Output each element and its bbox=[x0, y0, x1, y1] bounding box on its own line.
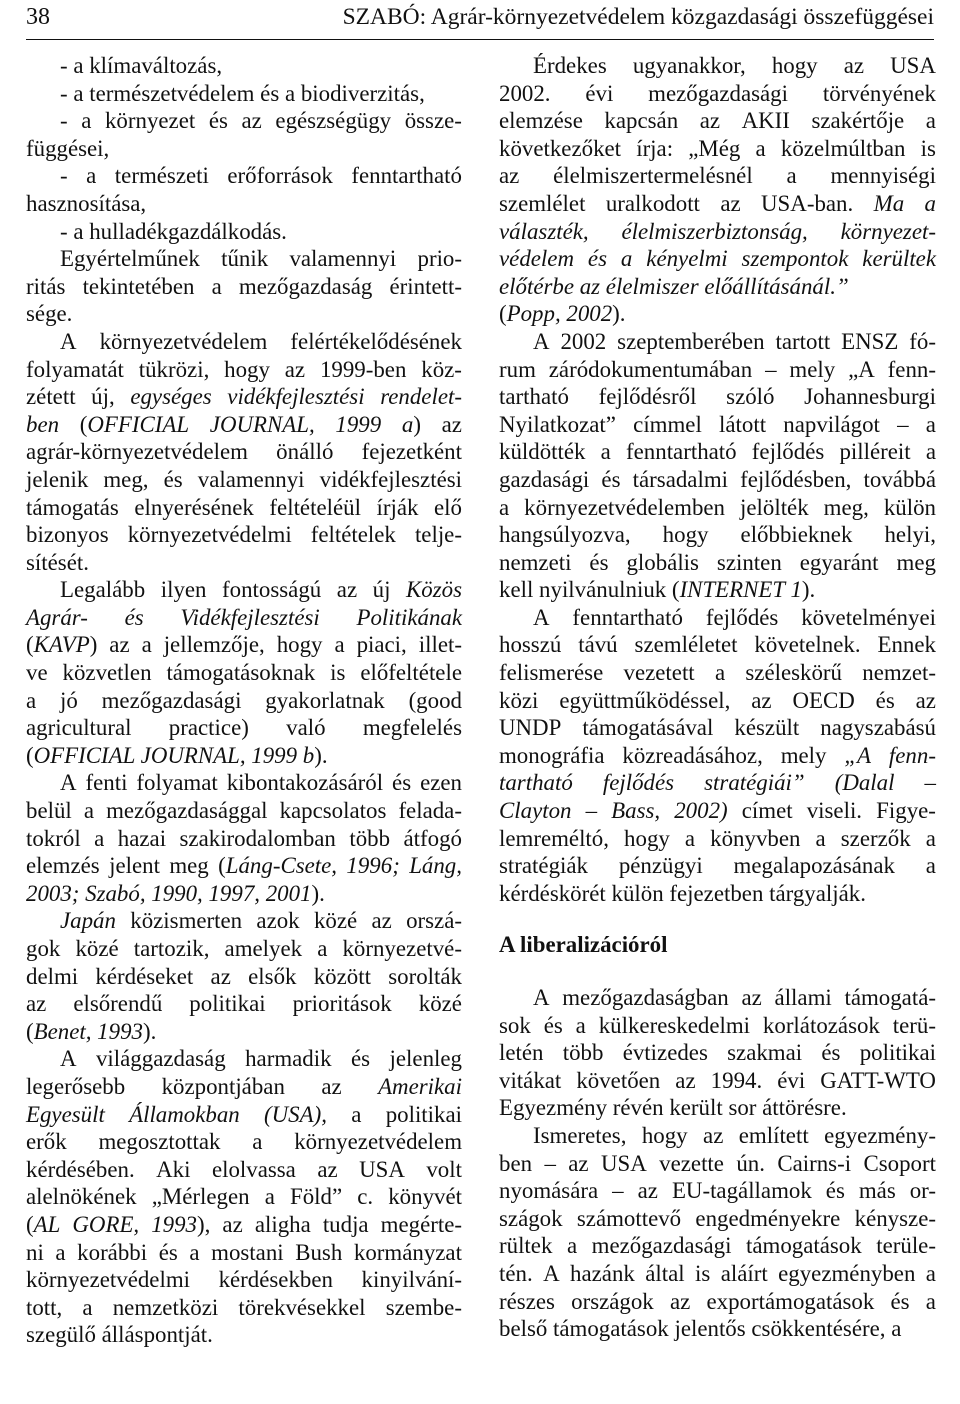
text-line: A mezőgazdaságban az állami támogatá- bbox=[533, 985, 936, 1010]
text-line: alelnökének „Mérlegen a Föld” c. könyvét bbox=[26, 1184, 462, 1210]
text-line: - a hulladékgazdálkodás. bbox=[60, 218, 287, 244]
running-title: SZABÓ: Agrár-környezetvédelem közgazdasági összefüggései bbox=[342, 4, 934, 30]
text-line: A világgazdaság harmadik és jelenleg bbox=[60, 1046, 462, 1072]
text-line: (AL GORE, 1993), az aligha tudja megérte- bbox=[26, 1211, 462, 1237]
text-line: a környezetvédelemben jelölték meg, külön bbox=[499, 494, 936, 520]
text-line: hasznosítása, bbox=[26, 190, 147, 216]
text-line: tartható fejlődésről szóló Johannesburgi bbox=[499, 384, 936, 410]
text-line: tartható fejlődés stratégiái” (Dalal – bbox=[499, 770, 936, 796]
text-line: az élelmiszertermelésnél a mennyiségi bbox=[499, 163, 936, 189]
text-line: (KAVP) az a jellemzője, hogy a piaci, illet- bbox=[26, 632, 462, 658]
text-line: - a környezet és az egészségügy össze- bbox=[60, 108, 462, 134]
text-line: Japán közismerten azok közé az orszá- bbox=[60, 908, 462, 934]
header-rule bbox=[26, 39, 934, 40]
text-line: - a klímaváltozás, bbox=[60, 53, 223, 78]
text-line: (OFFICIAL JOURNAL, 1999 b). bbox=[26, 742, 328, 768]
text-line: sége. bbox=[26, 301, 73, 327]
text-line: szágok számottevő engedményekre kénysze- bbox=[499, 1205, 936, 1231]
text-line: ve közvetlen támogatásoknak is előfeltétele bbox=[26, 660, 462, 686]
text-line: A fenntartható fejlődés követelményei bbox=[533, 604, 936, 630]
text-line: A fenti folyamat kibontakozásáról és ezen bbox=[60, 770, 462, 796]
text-line: tokról a hazai szakirodalomban több átfogó bbox=[26, 825, 462, 851]
page-number: 38 bbox=[26, 4, 50, 30]
text-line: kérdésében. Aki elolvassa az USA volt bbox=[26, 1156, 462, 1182]
section-heading: A liberalizációról bbox=[499, 932, 668, 958]
text-line: támogatás elnyerésének feltételéül írják elő bbox=[26, 494, 462, 520]
text-line: Nyilatkozat” címmel látott napvilágot – a bbox=[499, 411, 936, 437]
text-line: folyamatát tükrözi, hogy az 1999-ben köz- bbox=[26, 356, 462, 382]
text-line: letén több évtizedes szakmai és politikai bbox=[499, 1040, 936, 1066]
text-line: legerősebb központjában az Amerikai bbox=[26, 1073, 462, 1099]
text-line: küldötték a fenntartható fejlődés pilléreit a bbox=[499, 439, 936, 465]
text-line: rum záródokumentumában – mely „A fenn- bbox=[499, 356, 936, 382]
text-line: A 2002 szeptemberében tartott ENSZ fó- bbox=[533, 328, 936, 354]
text-line: Egyértelműnek tűnik valamennyi prio- bbox=[60, 246, 462, 272]
text-line: A környezetvédelem felértékelődésének bbox=[60, 328, 462, 354]
text-line: hosszú távú szemléletet követelnek. Ennek bbox=[499, 632, 936, 658]
text-line: kérdéskörét külön fejezetben tárgyalják. bbox=[499, 880, 866, 906]
text-line: UNDP támogatásával készült nagyszabású bbox=[499, 715, 936, 741]
text-line: Egyesült Államokban (USA), a politikai bbox=[26, 1101, 462, 1127]
text-line: nyomására – az EU-tagállamok és más or- bbox=[499, 1178, 936, 1204]
text-line: Legalább ilyen fontosságú az új Közös bbox=[60, 577, 462, 603]
text-line: Ismeretes, hogy az említett egyezmény- bbox=[533, 1122, 936, 1148]
text-line: hangsúlyozva, hogy előbbieknek helyi, bbox=[499, 522, 936, 548]
text-line: vitákat követően az 1994. évi GATT-WTO bbox=[499, 1067, 936, 1093]
text-line: - a természeti erőforrások fenntartható bbox=[60, 163, 462, 189]
text-line: (Benet, 1993). bbox=[26, 1018, 157, 1044]
text-line: sok és a külkereskedelmi korlátozások terü- bbox=[499, 1012, 936, 1038]
text-line: lemreméltó, hogy a könyvben a szerzők a bbox=[499, 825, 936, 851]
text-line: ben – az USA vezette ún. Cairns-i Csoport bbox=[499, 1150, 936, 1176]
text-line: következőket írja: „Még a közelmúltban is bbox=[499, 135, 936, 161]
text-line: közi együttműködéssel, az OECD és az bbox=[499, 687, 936, 713]
text-line: ritás tekintetében a mezőgazdaság érintett- bbox=[26, 273, 462, 299]
text-line: gok közé tartozik, amelyek a környezetvé- bbox=[26, 936, 462, 961]
text-line: ni a korábbi és a mostani Bush kormányzat bbox=[26, 1239, 462, 1265]
text-line: (Popp, 2002). bbox=[499, 301, 626, 327]
text-line: bizonyos környezetvédelmi feltételek telje- bbox=[26, 522, 462, 548]
text-line: zétett új, egységes vidékfejlesztési rendelet- bbox=[26, 384, 462, 410]
text-line: delmi kérdéseket az elsők között sorolták bbox=[26, 963, 462, 989]
text-line: az elsőrendű politikai prioritások közé bbox=[26, 991, 462, 1017]
text-line: gazdasági és társadalmi fejlődésben, továbbá bbox=[499, 466, 936, 492]
text-line: kell nyilvánulniuk (INTERNET 1). bbox=[499, 577, 816, 603]
text-line: környezetvédelmi kérdésekben kinyilvání- bbox=[26, 1267, 462, 1293]
text-line: nemzeti és globális szinten egyaránt meg bbox=[499, 549, 936, 575]
text-line: felismerése vezetett a széleskörű nemzet- bbox=[499, 660, 936, 686]
right-column bbox=[499, 52, 936, 1343]
text-line: szegülő álláspontját. bbox=[26, 1322, 213, 1348]
section-spacer bbox=[499, 907, 936, 931]
page-header bbox=[26, 0, 934, 38]
text-line: Érdekes ugyanakkor, hogy az USA bbox=[533, 53, 936, 78]
text-line: függései, bbox=[26, 135, 110, 161]
text-line: ben (OFFICIAL JOURNAL, 1999 a) az bbox=[26, 411, 462, 437]
text-line: tén. A hazánk által is aláírt egyezményben a bbox=[499, 1260, 936, 1286]
text-line: belső támogatások jelentős csökkentésére, a bbox=[499, 1316, 902, 1342]
text-line: Egyezmény révén került sor áttörésre. bbox=[499, 1095, 847, 1121]
text-line: szemlélet uralkodott az USA-ban. Ma a bbox=[499, 190, 936, 216]
text-line: - a természetvédelem és a biodiverzitás, bbox=[60, 80, 425, 106]
section-spacer bbox=[499, 959, 936, 984]
text-line: 2003; Szabó, 1990, 1997, 2001). bbox=[26, 880, 325, 906]
text-line: Agrár- és Vidékfejlesztési Politikának bbox=[26, 604, 462, 630]
text-line: sítését. bbox=[26, 549, 89, 575]
text-line: védelem és a kényelmi szempontok kerültek bbox=[499, 246, 936, 272]
text-line: részes országok az exportámogatások és a bbox=[499, 1288, 936, 1314]
text-line: erők megosztottak a környezetvédelem bbox=[26, 1129, 462, 1155]
text-line: elemzés jelent meg (Láng-Csete, 1996; Láng, bbox=[26, 853, 462, 879]
text-line: Clayton – Bass, 2002) címet viseli. Figye- bbox=[499, 798, 936, 824]
text-line: agricultural practice) való megfelelés bbox=[26, 715, 462, 741]
text-line: választék, élelmiszerbiztonság, környezet- bbox=[499, 218, 936, 244]
text-line: a jó mezőgazdasági gyakorlatnak (good bbox=[26, 687, 462, 713]
text-line: jelenik meg, és valamennyi vidékfejlesztési bbox=[26, 466, 462, 492]
text-line: rültek a mezőgazdasági támogatások terüle- bbox=[499, 1233, 936, 1259]
text-line: belül a mezőgazdasággal kapcsolatos felada- bbox=[26, 798, 462, 824]
text-line: 2002. évi mezőgazdasági törvényének bbox=[499, 80, 936, 106]
text-line: elemzése kapcsán az AKII szakértője a bbox=[499, 108, 936, 134]
text-line: előtérbe az élelmiszer előállításánál.” bbox=[499, 273, 849, 299]
text-line: agrár-környezetvédelem önálló fejezetként bbox=[26, 439, 462, 465]
text-line: tott, a nemzetközi törekvésekkel szembe- bbox=[26, 1294, 462, 1320]
text-line: stratégiák pénzügyi megalapozásának a bbox=[499, 853, 936, 879]
text-line: monográfia közreadásához, mely „A fenn- bbox=[499, 742, 936, 768]
left-column bbox=[26, 52, 462, 1349]
